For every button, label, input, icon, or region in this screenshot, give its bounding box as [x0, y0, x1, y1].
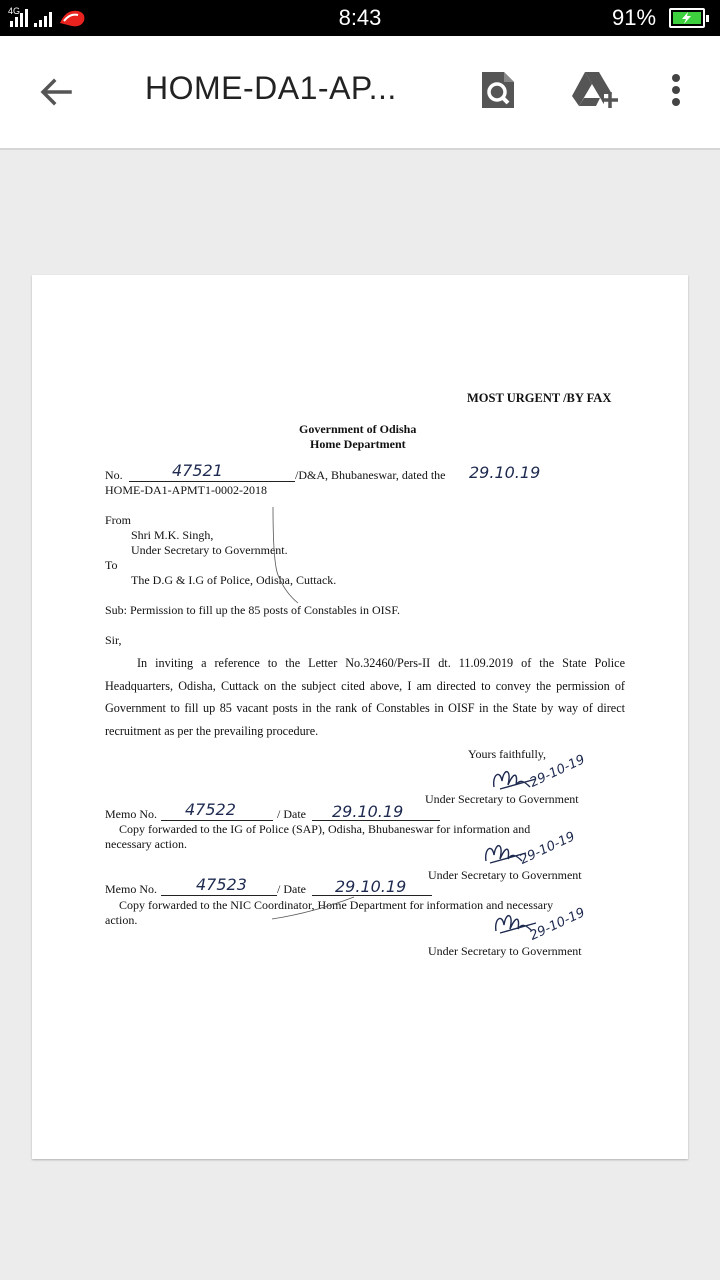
- pen-stroke: [268, 505, 308, 605]
- closing: Yours faithfully,: [468, 747, 547, 761]
- document-page[interactable]: [32, 275, 688, 1159]
- subject-line: Sub: Permission to fill up the 85 posts of Constables in OISF.: [105, 603, 401, 617]
- signature-2-date: 29-10-19: [517, 829, 578, 868]
- urgency-tag: MOST URGENT /BY FAX: [467, 391, 612, 405]
- memo-2-date-handwritten: 29.10.19: [335, 877, 407, 896]
- department-heading: Home Department: [310, 437, 406, 451]
- more-vert-icon[interactable]: [664, 68, 688, 112]
- document-search-icon[interactable]: [478, 68, 518, 112]
- number-label: No.: [105, 468, 123, 482]
- signatory-3: Under Secretary to Government: [428, 944, 582, 958]
- memo-2-number-handwritten: 47523: [196, 875, 247, 894]
- memo-1-line-1: Copy forwarded to the IG of Police (SAP), Odisha, Bhubaneswar for information and: [119, 822, 531, 836]
- from-title: Under Secretary to Government.: [131, 543, 288, 557]
- government-heading: Government of Odisha: [299, 422, 417, 436]
- memo-2-number-underline: [161, 895, 277, 896]
- battery-icon: [669, 8, 705, 28]
- to-name: The D.G & I.G of Police, Odisha, Cuttack.: [131, 573, 337, 587]
- from-label: From: [105, 513, 132, 527]
- dated-handwritten: 29.10.19: [469, 463, 541, 482]
- signatory-1: Under Secretary to Government: [425, 792, 579, 806]
- memo-2-label: Memo No.: [105, 882, 157, 896]
- clock: 8:43: [338, 5, 382, 30]
- memo-2-line-2: action.: [105, 913, 138, 927]
- back-arrow-icon[interactable]: [36, 72, 76, 112]
- document-title: HOME-DA1-AP...: [145, 70, 397, 106]
- memo-1-date-handwritten: 29.10.19: [332, 802, 404, 821]
- drive-add-icon[interactable]: [570, 68, 618, 112]
- file-reference: HOME-DA1-APMT1-0002-2018: [105, 483, 267, 497]
- number-handwritten: 47521: [172, 461, 223, 480]
- signatory-2: Under Secretary to Government: [428, 868, 582, 882]
- signature-1-date: 29-10-19: [527, 752, 588, 791]
- number-underline: [129, 481, 295, 482]
- from-name: Shri M.K. Singh,: [131, 528, 214, 542]
- signal-icon: 4G: [8, 7, 96, 29]
- number-suffix: /D&A, Bhubaneswar, dated the: [295, 468, 446, 482]
- memo-1-line-2: necessary action.: [105, 837, 187, 851]
- to-label: To: [105, 558, 118, 572]
- memo-2-line-1: Copy forwarded to the NIC Coordinator, Home Department for information and necessary: [119, 898, 554, 912]
- memo-2-date-label: / Date: [277, 882, 306, 896]
- memo-1-number-underline: [161, 820, 273, 821]
- memo-1-number-handwritten: 47522: [185, 800, 236, 819]
- app-bar: [0, 36, 720, 150]
- signature-3-date: 29-10-19: [527, 905, 588, 944]
- status-bar: [0, 0, 720, 36]
- letter-body: In inviting a reference to the Letter No.32460/Pers-II dt. 11.09.2019 of the State Police Headquarters, Odisha, Cuttack on the subject cited above, I am directed to convey the permission of Government to fill up 85 vacant posts in the rank of Constables in OISF in the State by way of direct recruitment as per the prevailing procedure.: [105, 656, 625, 738]
- memo-1-label: Memo No.: [105, 807, 157, 821]
- salutation: Sir,: [105, 633, 122, 647]
- battery-percent: 91%: [612, 5, 657, 30]
- memo-1-date-label: / Date: [277, 807, 306, 821]
- pen-stroke-2: [268, 895, 358, 925]
